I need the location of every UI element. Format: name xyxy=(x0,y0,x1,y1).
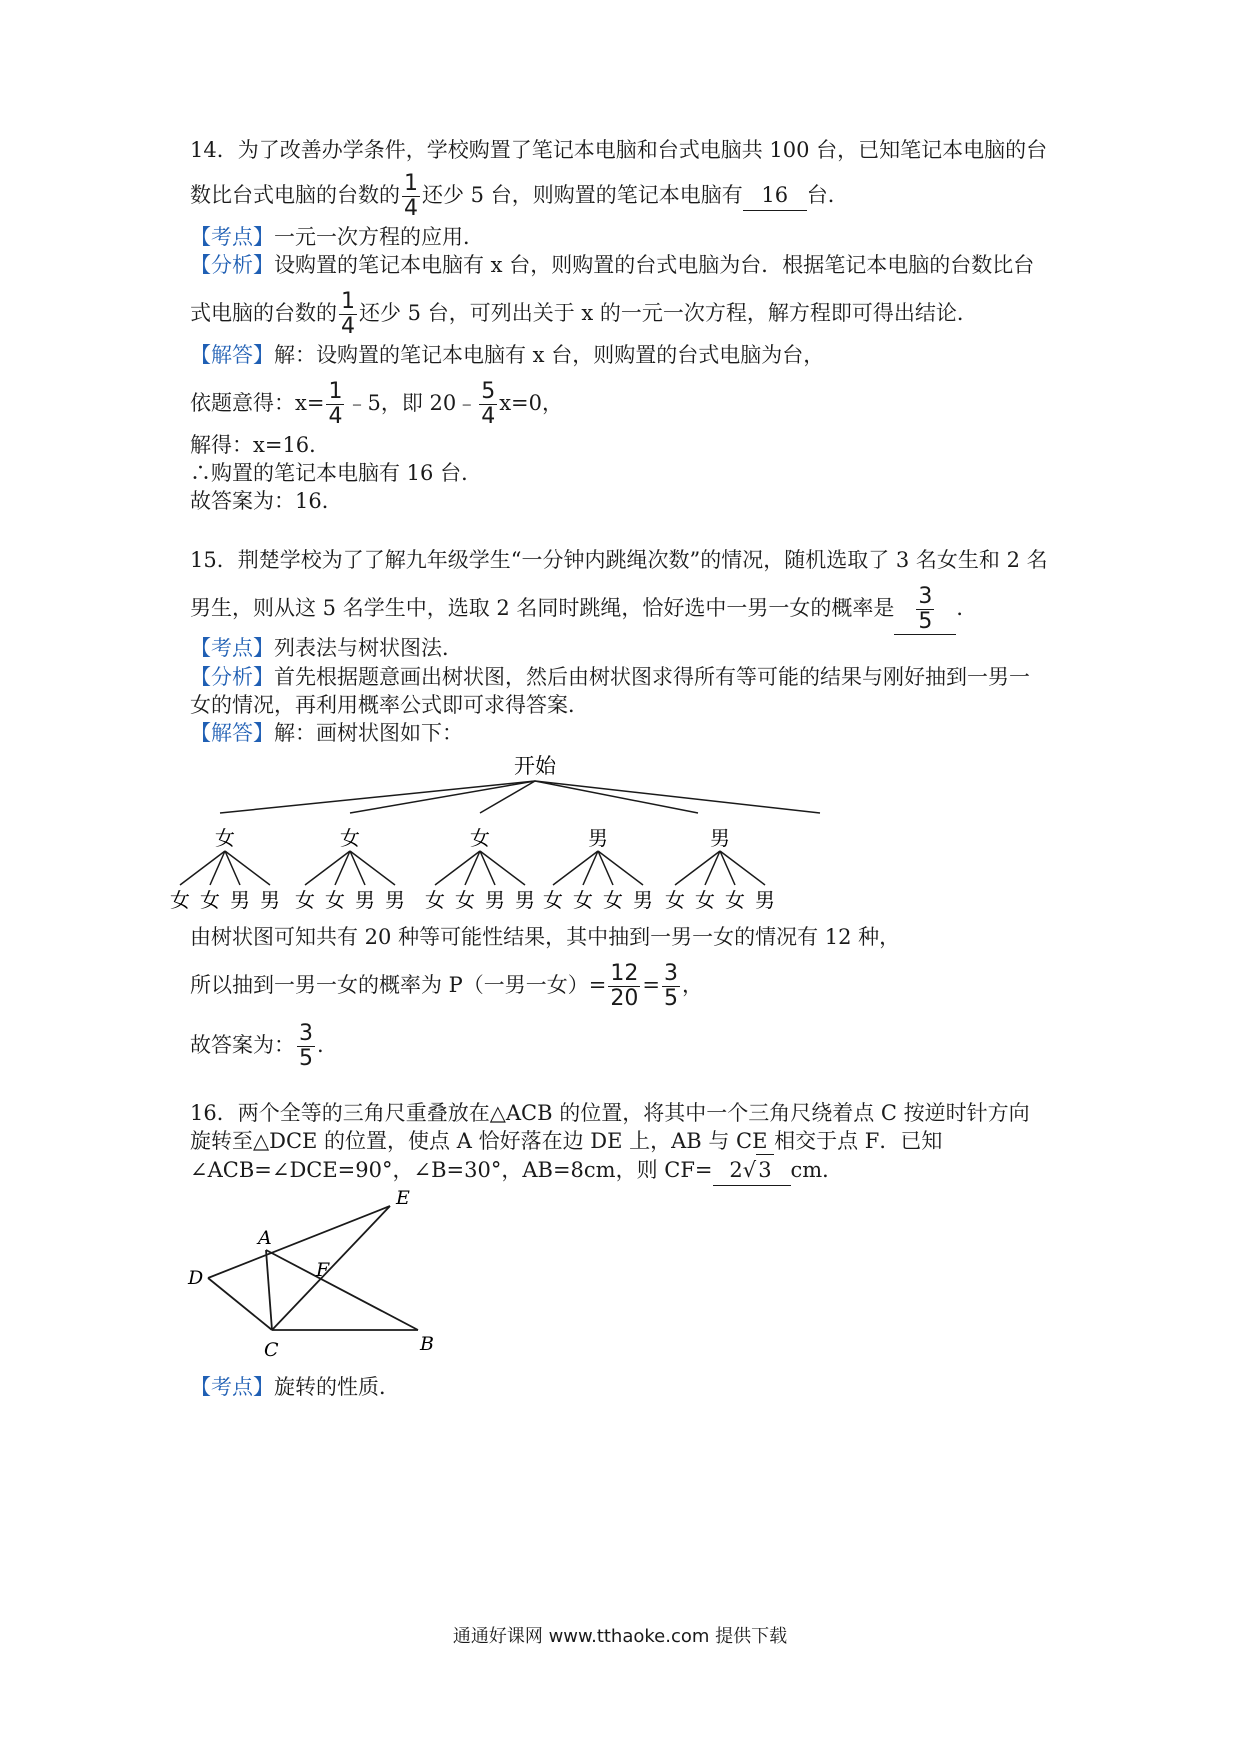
kaodian-text: 列表法与树状图法． xyxy=(274,636,463,660)
fenxi-text: 设购置的笔记本电脑有 x 台，则购置的台式电脑为台．根据笔记本电脑的台数比台 xyxy=(274,253,1035,277)
equation-text: 依题意得：x= xyxy=(190,391,325,415)
point-label-A: A xyxy=(258,1227,272,1249)
point-label-D: D xyxy=(188,1267,204,1289)
final-text: 故答案为： xyxy=(190,1033,295,1057)
segment-CE xyxy=(272,1206,390,1330)
fraction-den: 4 xyxy=(404,196,418,221)
kaodian-tag: 【考点】 xyxy=(190,1375,274,1399)
segment-AC xyxy=(266,1250,272,1330)
fraction-num: 3 xyxy=(664,961,679,986)
q14-line1 xyxy=(190,135,1060,165)
q15-fenxi1 xyxy=(190,662,1060,692)
fraction-num: 12 xyxy=(610,961,639,986)
fraction-den: 4 xyxy=(328,404,343,429)
tree-leaf-label: 男 xyxy=(633,888,653,912)
point-label-E: E xyxy=(396,1187,410,1209)
q14-text: 14．为了改善办学条件，学校购置了笔记本电脑和台式电脑共 100 台，已知笔记本电脑的台 xyxy=(190,138,1048,162)
tree-leaf-label: 女 xyxy=(295,888,315,912)
answer-blank: 16 xyxy=(743,180,807,211)
result-text: 所以抽到一男一女的概率为 P（一男一女）= xyxy=(190,973,607,997)
result-text: ， xyxy=(682,973,704,997)
q15-fenxi2: 女的情况，再利用概率公式即可求得答案． xyxy=(190,693,589,717)
tree-root-label: 开始 xyxy=(514,754,556,778)
tree-leaf-label: 女 xyxy=(665,888,685,912)
sqrt-radicand: 3 xyxy=(756,1154,773,1185)
tree-leaf-label: 男 xyxy=(355,888,375,912)
q15-final xyxy=(190,1022,1060,1071)
fraction xyxy=(297,1022,315,1071)
final-text: . xyxy=(317,1033,324,1057)
q16-text: ∠ACB=∠DCE=90°，∠B=30°，AB=8cm，则 CF= xyxy=(190,1158,713,1182)
fraction xyxy=(916,585,934,634)
kaodian-tag: 【考点】 xyxy=(190,225,274,249)
answer-blank xyxy=(713,1154,791,1186)
q14-solve: 解得：x=16． xyxy=(190,433,331,457)
footer-text: 通通好课网 www.tthaoke.com 提供下载 xyxy=(452,1626,788,1647)
tree-leaf-label: 女 xyxy=(543,888,563,912)
fraction xyxy=(479,380,497,429)
tree-leaf-label: 女 xyxy=(455,888,475,912)
fraction xyxy=(662,962,680,1011)
tree-leaf-label: 女 xyxy=(200,888,220,912)
point-label-F: F xyxy=(316,1259,330,1281)
q15-kaodian xyxy=(190,633,1060,663)
fraction xyxy=(339,290,357,339)
q14-line2 xyxy=(190,172,1060,221)
q16-line2: 旋转至△DCE 的位置，使点 A 恰好落在边 DE 上，AB 与 CE 相交于点 F．已知 xyxy=(190,1129,943,1153)
fraction-den: 5 xyxy=(299,1046,313,1071)
fraction-num: 3 xyxy=(299,1021,313,1046)
fenxi-tag: 【分析】 xyxy=(190,253,274,277)
q15-jieda xyxy=(190,718,1060,748)
geometry-figure xyxy=(180,1180,480,1370)
tree-branch-label: 男 xyxy=(588,826,608,850)
tree-branch-label: 女 xyxy=(215,826,235,850)
fraction-num: 1 xyxy=(328,379,343,404)
kaodian-tag: 【考点】 xyxy=(190,636,274,660)
q16-text: cm． xyxy=(790,1158,844,1182)
fenxi-text: 式电脑的台数的 xyxy=(190,301,337,325)
q15-line2 xyxy=(190,585,1060,635)
sqrt-symbol: √ 3 xyxy=(743,1154,774,1185)
fraction-den: 4 xyxy=(481,404,496,429)
tree-leaf-label: 男 xyxy=(515,888,535,912)
q16-line1: 16．两个全等的三角尺重叠放在△ACB 的位置，将其中一个三角尺绕着点 C 按逆时针方向 xyxy=(190,1101,1030,1125)
q14-fenxi1 xyxy=(190,250,1060,280)
tree-branch-label: 女 xyxy=(470,826,490,850)
point-label-C: C xyxy=(264,1339,279,1361)
fraction-num: 1 xyxy=(404,171,418,196)
q15-text: ． xyxy=(956,596,978,620)
fenxi-text: 首先根据题意画出树状图，然后由树状图求得所有等可能的结果与刚好抽到一男一 xyxy=(274,665,1030,689)
jieda-tag: 【解答】 xyxy=(190,343,274,367)
q16-kaodian xyxy=(190,1372,1060,1402)
tree-leaf-label: 男 xyxy=(230,888,250,912)
q14-kaodian xyxy=(190,222,1060,252)
fraction xyxy=(608,962,640,1011)
q14-jieda xyxy=(190,340,1060,370)
tree-leaf-label: 女 xyxy=(170,888,190,912)
tree-branch-label: 男 xyxy=(710,826,730,850)
q14-equation xyxy=(190,380,1060,429)
answer-blank xyxy=(894,585,956,635)
jieda-tag: 【解答】 xyxy=(190,721,274,745)
q15-line1: 15．荆楚学校为了了解九年级学生“一分钟内跳绳次数”的情况，随机选取了 3 名女生和 2 名 xyxy=(190,548,1048,572)
tree-branch-label: 女 xyxy=(340,826,360,850)
tree-leaf-label: 女 xyxy=(425,888,445,912)
point-label-B: B xyxy=(420,1333,434,1355)
tree-leaf-label: 男 xyxy=(385,888,405,912)
fraction xyxy=(402,172,420,221)
tree-leaf-label: 女 xyxy=(573,888,593,912)
tree-diagram xyxy=(170,745,900,920)
fenxi-text: 还少 5 台，可列出关于 x 的一元一次方程，解方程即可得出结论． xyxy=(359,301,978,325)
tree-leaf-label: 女 xyxy=(325,888,345,912)
segment-DC xyxy=(208,1278,272,1330)
equation-text: ﹣5，即 20﹣ xyxy=(346,391,478,415)
tree-leaf-label: 女 xyxy=(603,888,623,912)
q14-text: 台． xyxy=(806,183,849,207)
fraction-num: 3 xyxy=(918,584,933,609)
equation-text: x=0， xyxy=(499,391,564,415)
jieda-text: 解：画树状图如下： xyxy=(274,721,463,745)
q14-text: 还少 5 台，则购置的笔记本电脑有 xyxy=(422,183,743,207)
q14-final: 故答案为：16． xyxy=(190,489,343,513)
result-text: = xyxy=(642,973,661,997)
fenxi-tag: 【分析】 xyxy=(190,665,274,689)
q15-result1: 由树状图可知共有 20 种等可能性结果，其中抽到一男一女的情况有 12 种， xyxy=(190,925,901,949)
tree-leaf-label: 男 xyxy=(755,888,775,912)
fraction-den: 20 xyxy=(610,986,639,1011)
answer-coef: 2 xyxy=(729,1158,743,1182)
tree-leaf-label: 女 xyxy=(725,888,745,912)
segment-AB xyxy=(266,1250,418,1330)
fraction xyxy=(326,380,344,429)
fraction-den: 4 xyxy=(341,314,355,339)
jieda-text: 解：设购置的笔记本电脑有 x 台，则购置的台式电脑为台， xyxy=(274,343,825,367)
kaodian-text: 旋转的性质． xyxy=(274,1375,400,1399)
fraction-num: 5 xyxy=(481,379,496,404)
fraction-den: 5 xyxy=(918,609,933,634)
tree-leaf-label: 女 xyxy=(695,888,715,912)
q14-fenxi2 xyxy=(190,290,1060,339)
tree-edge xyxy=(535,781,820,813)
kaodian-text: 一元一次方程的应用． xyxy=(274,225,484,249)
q14-therefore: ∴购置的笔记本电脑有 16 台． xyxy=(190,461,483,485)
q14-text: 数比台式电脑的台数的 xyxy=(190,183,400,207)
tree-leaf-label: 男 xyxy=(485,888,505,912)
fraction-den: 5 xyxy=(664,986,679,1011)
q15-text: 男生，则从这 5 名学生中，选取 2 名同时跳绳，恰好选中一男一女的概率是 xyxy=(190,596,895,620)
q15-result2 xyxy=(190,962,1060,1011)
tree-leaf-label: 男 xyxy=(260,888,280,912)
fraction-num: 1 xyxy=(341,289,355,314)
